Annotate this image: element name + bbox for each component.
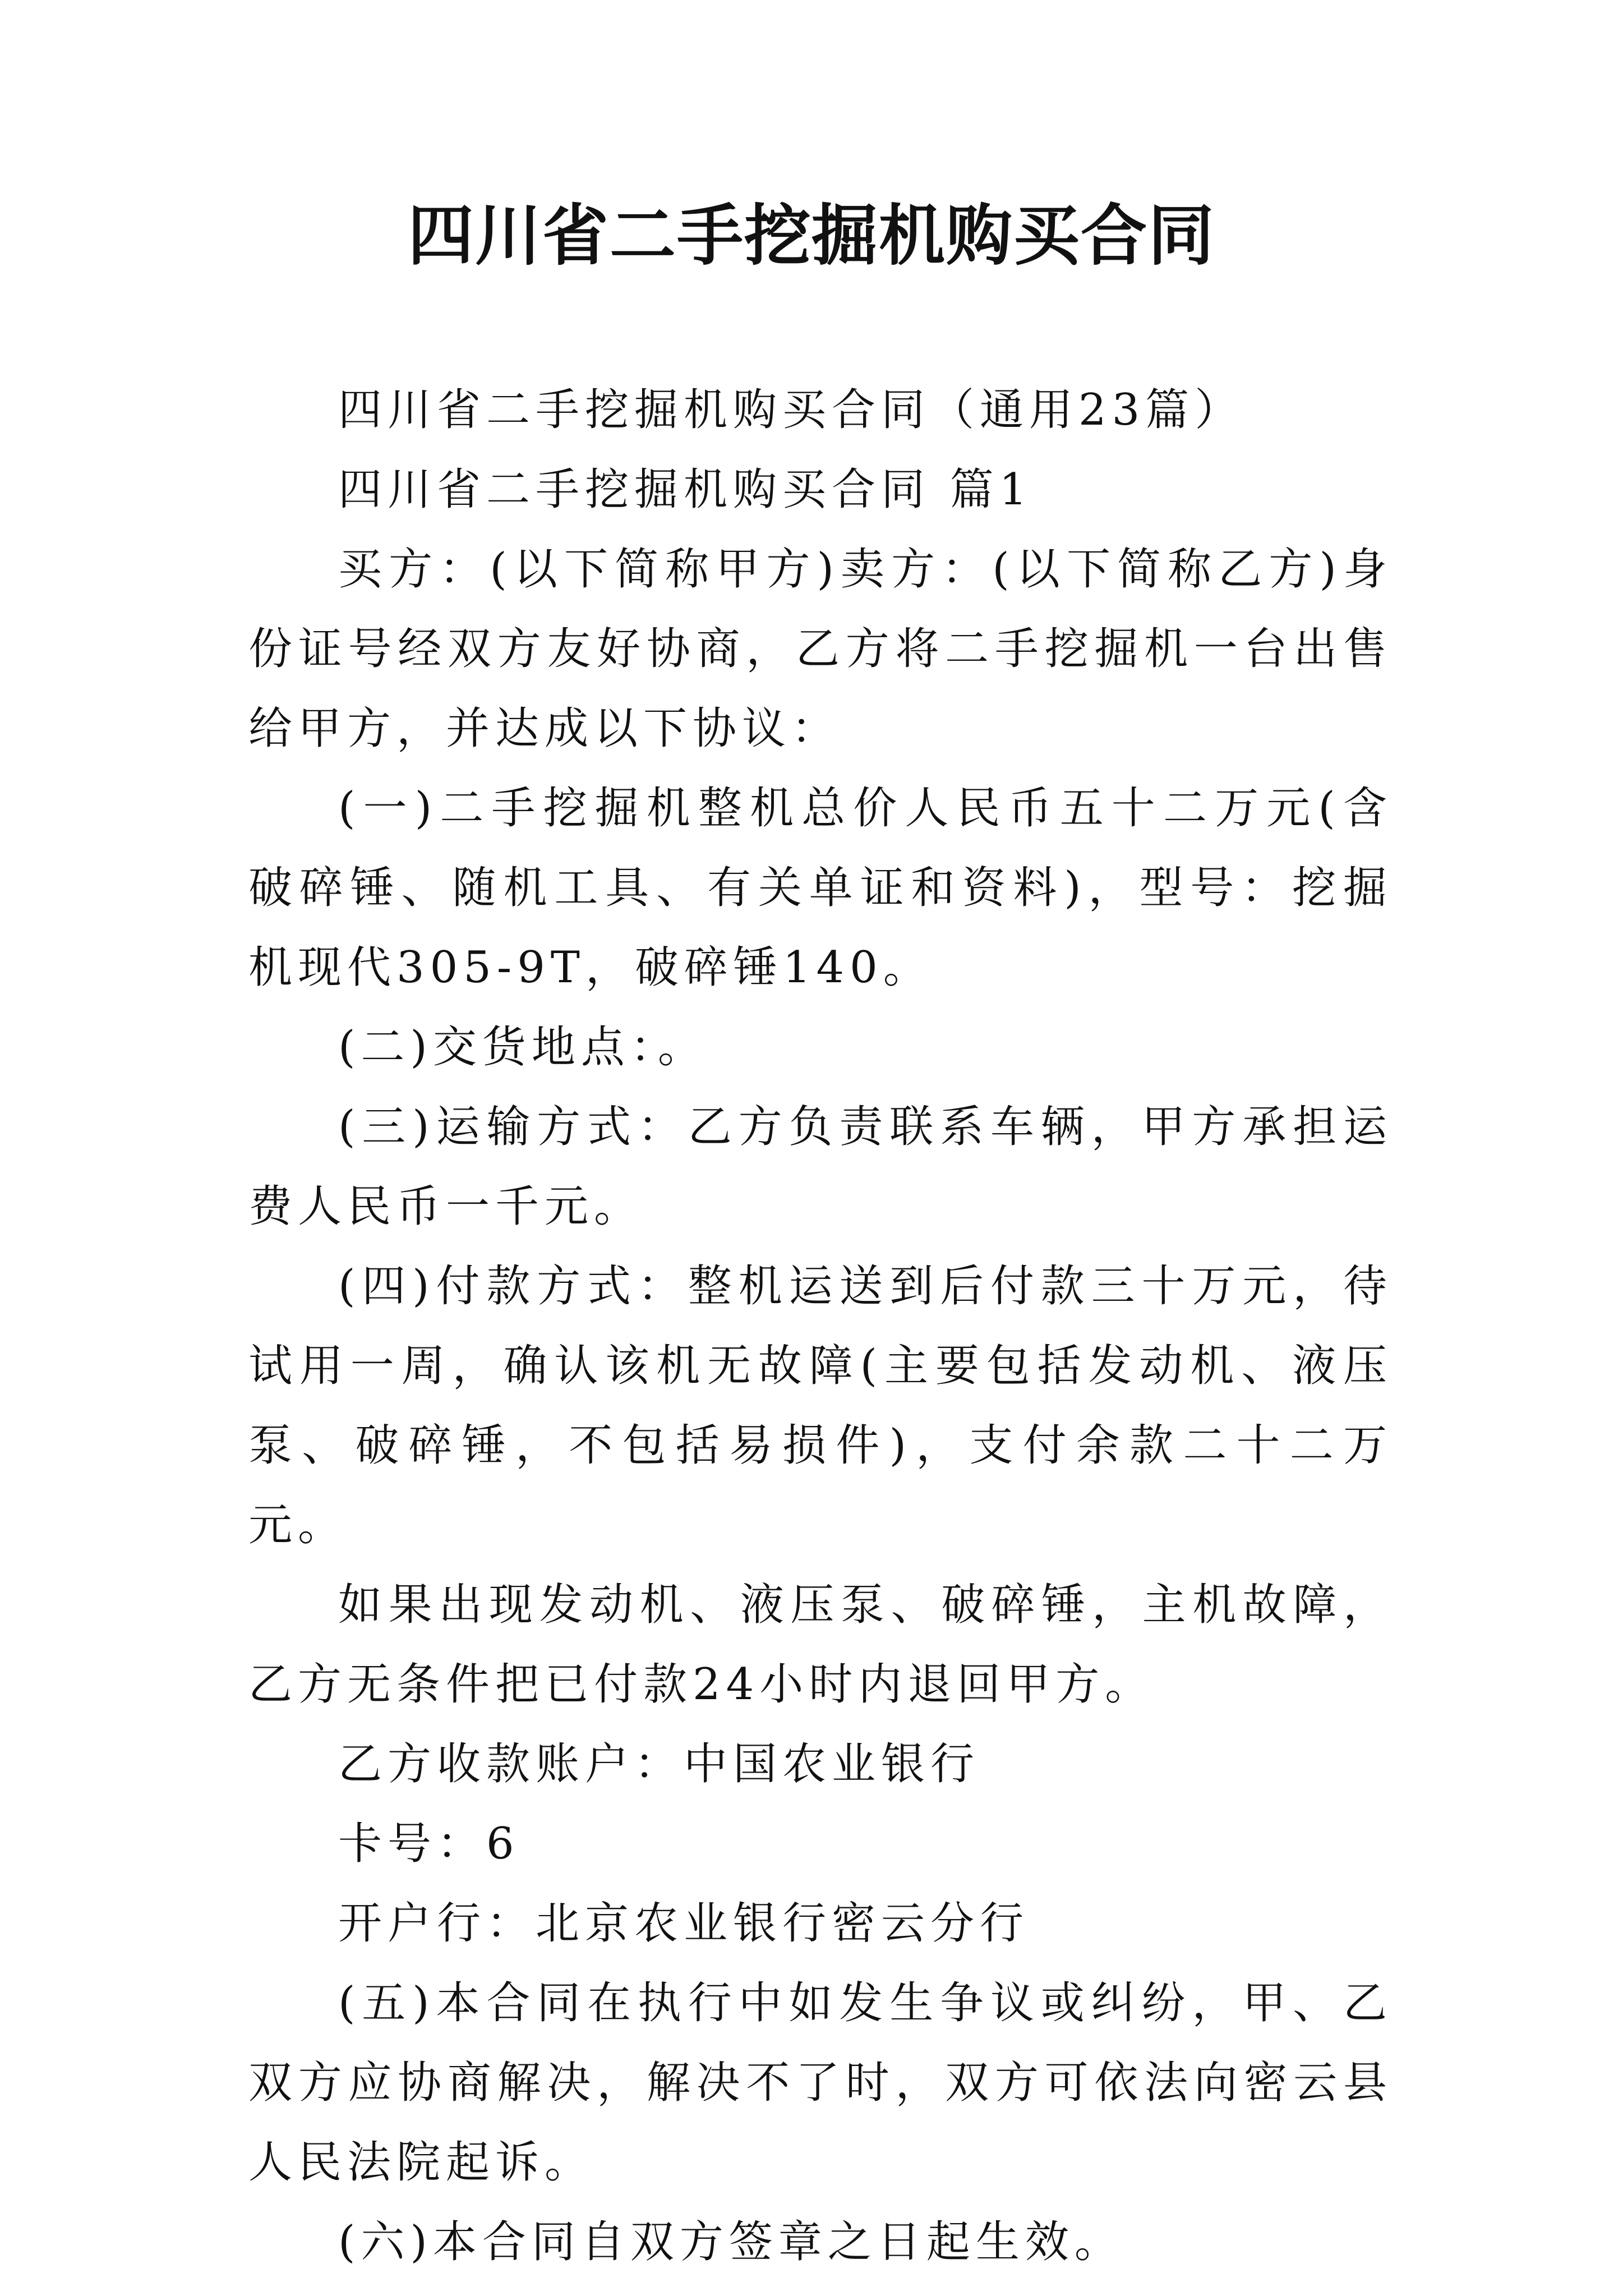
paragraph-bank-account: 乙方收款账户：中国农业银行: [338, 1739, 980, 1789]
document-title: 四川省二手挖掘机购买合同: [407, 196, 1215, 274]
paragraph-refund-condition: 如果出现发动机、液压泵、破碎锤，主机故障，乙方无条件把已付款24小时内退回甲方。: [248, 1580, 1393, 1710]
paragraph-card-number: 卡号：6: [338, 1819, 520, 1869]
paragraph-clause-1-price: (一)二手挖掘机整机总价人民币五十二万元(含破碎锤、随机工具、有关单证和资料)，型号：挖掘机现代305-9T，破碎锤140。: [248, 783, 1393, 993]
paragraph-clause-3-transport: (三)运输方式：乙方负责联系车辆，甲方承担运费人民币一千元。: [248, 1102, 1393, 1232]
paragraph-bank-branch: 开户行：北京农业银行密云分行: [338, 1898, 1030, 1949]
paragraph-clause-5-dispute: (五)本合同在执行中如发生争议或纠纷，甲、乙双方应协商解决，解决不了时，双方可依法向密云县人民法院起诉。: [248, 1978, 1393, 2188]
paragraph-parties: 买方：(以下简称甲方)卖方：(以下简称乙方)身份证号经双方友好协商，乙方将二手挖掘机一台出售给甲方，并达成以下协议：: [248, 544, 1393, 754]
paragraph-clause-4-payment: (四)付款方式：整机运送到后付款三十万元，待试用一周，确认该机无故障(主要包括发动机、液压泵、破碎锤，不包括易损件)，支付余款二十二万元。: [248, 1261, 1393, 1550]
paragraph-clause-2-delivery: (二)交货地点：。: [338, 1022, 707, 1073]
document-body: [248, 370, 1393, 2282]
paragraph-part-heading: 四川省二手挖掘机购买合同 篇1: [338, 464, 1033, 515]
paragraph-clause-6-effective: (六)本合同自双方签章之日起生效。: [338, 2217, 1124, 2267]
paragraph-series-title: 四川省二手挖掘机购买合同（通用23篇）: [338, 385, 1244, 435]
